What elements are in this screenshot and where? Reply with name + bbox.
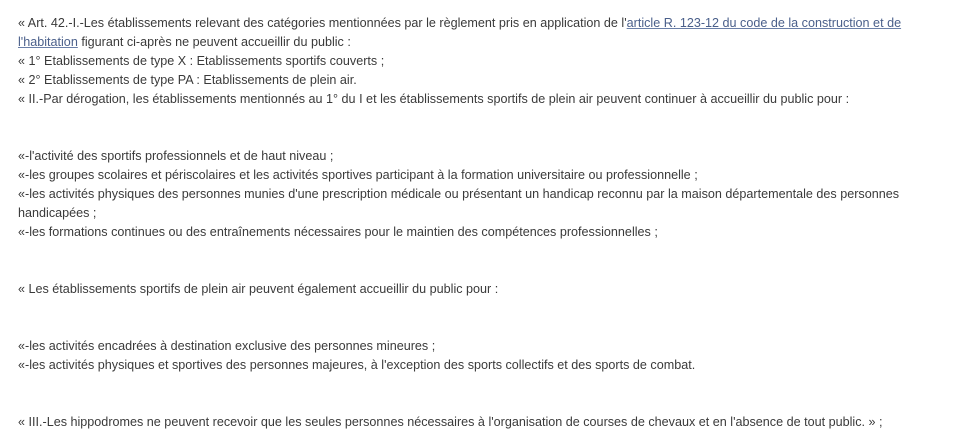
type-pa-item: « 2° Etablissements de type PA : Etablissements de plein air. [18,73,357,87]
list-item: «-les activités physiques et sportives des personnes majeures, à l'exception des sports collectifs et des sports de combat. [18,358,696,372]
spacer [18,242,945,280]
article-intro [18,14,943,52]
article-intro-suffix: figurant ci-après ne peuvent accueillir du public : [77,35,351,49]
list-item: «-les formations continues ou des entraînements nécessaires pour le maintien des compétences professionnelles ; [18,225,658,239]
section-ii-heading: « II.-Par dérogation, les établissements mentionnés au 1° du I et les établissements sportifs de plein air peuvent continuer à accueillir du public pour : [18,92,850,106]
spacer [18,375,945,413]
list-item: «-les activités physiques des personnes munies d'une prescription médicale ou présentant un handicap reconnu par la maison départementale des personnes handicapées ; [18,187,900,220]
spacer [18,299,945,337]
section-iii-paragraph: « III.-Les hippodromes ne peuvent recevoir que les seules personnes nécessaires à l'organisation de courses de chevaux et en l'absence de tout public. » ; [18,415,883,429]
article-intro-text: « Art. 42.-I.-Les établissements relevant des catégories mentionnées par le règlement pris en application de l' [18,16,627,30]
type-x-item: « 1° Etablissements de type X : Etablissements sportifs couverts ; [18,54,385,68]
plein-air-heading: « Les établissements sportifs de plein air peuvent également accueillir du public pour : [18,282,499,296]
list-item: «-les groupes scolaires et périscolaires et les activités sportives participant à la formation universitaire ou professionnelle ; [18,168,698,182]
article-link[interactable]: article R. 123-12 du code de la construction et de l'habitation [18,16,902,49]
spacer [18,109,945,147]
list-item: «-l'activité des sportifs professionnels et de haut niveau ; [18,149,334,163]
list-item: «-les activités encadrées à destination exclusive des personnes mineures ; [18,339,436,353]
